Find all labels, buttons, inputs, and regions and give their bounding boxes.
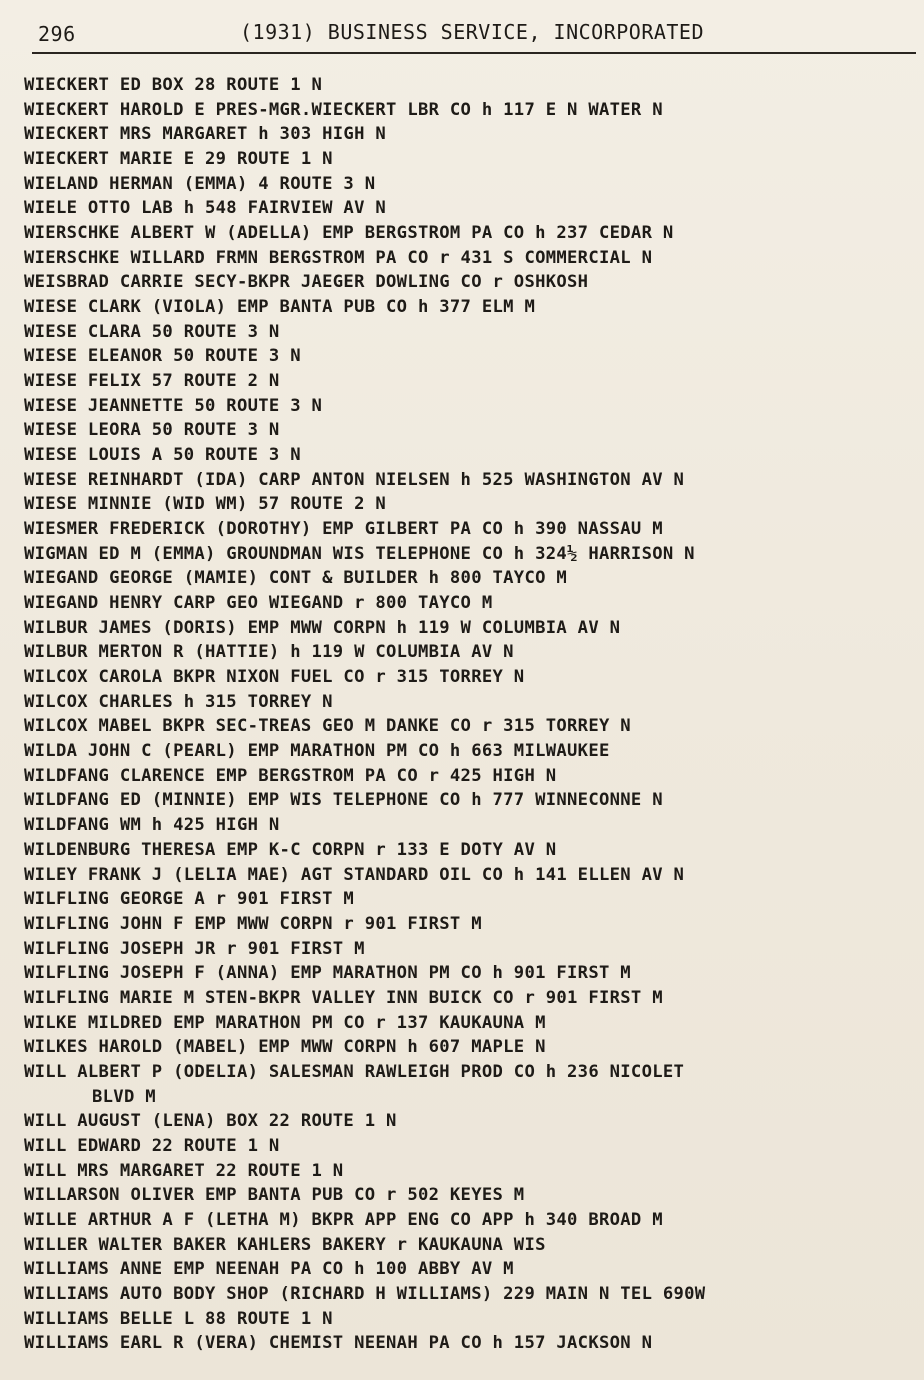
directory-entry: WIESE LEORA 50 ROUTE 3 N [24, 420, 280, 441]
directory-entry: WEISBRAD CARRIE SECY-BKPR JAEGER DOWLING CO r OSHKOSH [24, 272, 589, 293]
directory-entry: WIESE CLARA 50 ROUTE 3 N [24, 321, 280, 342]
directory-entry: WILL EDWARD 22 ROUTE 1 N [24, 1135, 280, 1156]
directory-entry: WILCOX CAROLA BKPR NIXON FUEL CO r 315 TORREY N [24, 667, 525, 688]
directory-entry: WILL AUGUST (LENA) BOX 22 ROUTE 1 N [24, 1111, 397, 1132]
directory-entry: WIECKERT MRS MARGARET h 303 HIGH N [24, 124, 387, 145]
directory-entry: WIGMAN ED M (EMMA) GROUNDMAN WIS TELEPHONE CO h 324½ HARRISON N [24, 543, 695, 564]
directory-entry: WILLE ARTHUR A F (LETHA M) BKPR APP ENG CO APP h 340 BROAD M [24, 1209, 663, 1230]
directory-entry: WIELE OTTO LAB h 548 FAIRVIEW AV N [24, 198, 387, 219]
directory-entry: WILDA JOHN C (PEARL) EMP MARATHON PM CO h 663 MILWAUKEE [24, 741, 610, 762]
directory-entry: WIELAND HERMAN (EMMA) 4 ROUTE 3 N [24, 173, 376, 194]
directory-entries [24, 73, 910, 1356]
directory-entry: WIESE LOUIS A 50 ROUTE 3 N [24, 445, 301, 466]
directory-entry: WILKE MILDRED EMP MARATHON PM CO r 137 KAUKAUNA M [24, 1012, 546, 1033]
page-number: 296 [38, 22, 76, 46]
directory-entry: WILBUR MERTON R (HATTIE) h 119 W COLUMBIA AV N [24, 642, 514, 663]
directory-entry: WILFLING JOSEPH JR r 901 FIRST M [24, 938, 365, 959]
directory-entry: WILLIAMS EARL R (VERA) CHEMIST NEENAH PA CO h 157 JACKSON N [24, 1333, 653, 1354]
directory-entry: WIESE CLARK (VIOLA) EMP BANTA PUB CO h 377 ELM M [24, 297, 536, 318]
directory-entry: WIESE JEANNETTE 50 ROUTE 3 N [24, 395, 323, 416]
running-title: (1931) BUSINESS SERVICE, INCORPORATED [240, 20, 705, 44]
directory-entry: WILCOX MABEL BKPR SEC-TREAS GEO M DANKE CO r 315 TORREY N [24, 716, 631, 737]
directory-entry: WIESE MINNIE (WID WM) 57 ROUTE 2 N [24, 494, 387, 515]
directory-entry: WILFLING GEORGE A r 901 FIRST M [24, 889, 355, 910]
directory-entry: BLVD M [92, 1086, 156, 1107]
directory-entry: WIECKERT HAROLD E PRES-MGR.WIECKERT LBR CO h 117 E N WATER N [24, 99, 663, 120]
directory-entry: WILFLING JOHN F EMP MWW CORPN r 901 FIRST M [24, 913, 482, 934]
directory-entry: WILFLING MARIE M STEN-BKPR VALLEY INN BUICK CO r 901 FIRST M [24, 987, 663, 1008]
page-header [38, 18, 904, 48]
directory-entry: WILLIAMS BELLE L 88 ROUTE 1 N [24, 1308, 333, 1329]
directory-entry: WIESE REINHARDT (IDA) CARP ANTON NIELSEN h 525 WASHINGTON AV N [24, 469, 685, 490]
directory-entry: WILDENBURG THERESA EMP K-C CORPN r 133 E DOTY AV N [24, 839, 557, 860]
directory-entry: WILLIAMS AUTO BODY SHOP (RICHARD H WILLIAMS) 229 MAIN N TEL 690W [24, 1283, 706, 1304]
directory-entry: WILDFANG ED (MINNIE) EMP WIS TELEPHONE CO h 777 WINNECONNE N [24, 790, 663, 811]
directory-entry: WILLIAMS ANNE EMP NEENAH PA CO h 100 ABBY AV M [24, 1259, 514, 1280]
directory-entry: WILFLING JOSEPH F (ANNA) EMP MARATHON PM CO h 901 FIRST M [24, 963, 631, 984]
directory-entry: WIESE ELEANOR 50 ROUTE 3 N [24, 346, 301, 367]
directory-entry: WILLER WALTER BAKER KAHLERS BAKERY r KAUKAUNA WIS [24, 1234, 546, 1255]
directory-entry: WILCOX CHARLES h 315 TORREY N [24, 691, 333, 712]
directory-entry: WILEY FRANK J (LELIA MAE) AGT STANDARD OIL CO h 141 ELLEN AV N [24, 864, 685, 885]
directory-entry: WILBUR JAMES (DORIS) EMP MWW CORPN h 119 W COLUMBIA AV N [24, 617, 621, 638]
directory-entry: WIERSCHKE ALBERT W (ADELLA) EMP BERGSTROM PA CO h 237 CEDAR N [24, 223, 674, 244]
directory-entry: WILDFANG WM h 425 HIGH N [24, 815, 280, 836]
directory-entry: WIECKERT MARIE E 29 ROUTE 1 N [24, 149, 333, 170]
directory-entry: WIECKERT ED BOX 28 ROUTE 1 N [24, 75, 323, 95]
header-divider [32, 52, 916, 54]
directory-entry: WIERSCHKE WILLARD FRMN BERGSTROM PA CO r 431 S COMMERCIAL N [24, 247, 653, 268]
directory-entry: WIEGAND HENRY CARP GEO WIEGAND r 800 TAYCO M [24, 593, 493, 614]
directory-entry: WILL ALBERT P (ODELIA) SALESMAN RAWLEIGH PROD CO h 236 NICOLET [24, 1061, 685, 1082]
directory-entry: WIEGAND GEORGE (MAMIE) CONT & BUILDER h 800 TAYCO M [24, 568, 568, 589]
directory-entry: WIESMER FREDERICK (DOROTHY) EMP GILBERT PA CO h 390 NASSAU M [24, 519, 663, 540]
directory-entry: WILLARSON OLIVER EMP BANTA PUB CO r 502 KEYES M [24, 1185, 525, 1206]
directory-entry: WILDFANG CLARENCE EMP BERGSTROM PA CO r 425 HIGH N [24, 765, 557, 786]
directory-entry: WIESE FELIX 57 ROUTE 2 N [24, 371, 280, 392]
directory-entry: WILKES HAROLD (MABEL) EMP MWW CORPN h 607 MAPLE N [24, 1037, 546, 1058]
directory-entry: WILL MRS MARGARET 22 ROUTE 1 N [24, 1160, 344, 1181]
